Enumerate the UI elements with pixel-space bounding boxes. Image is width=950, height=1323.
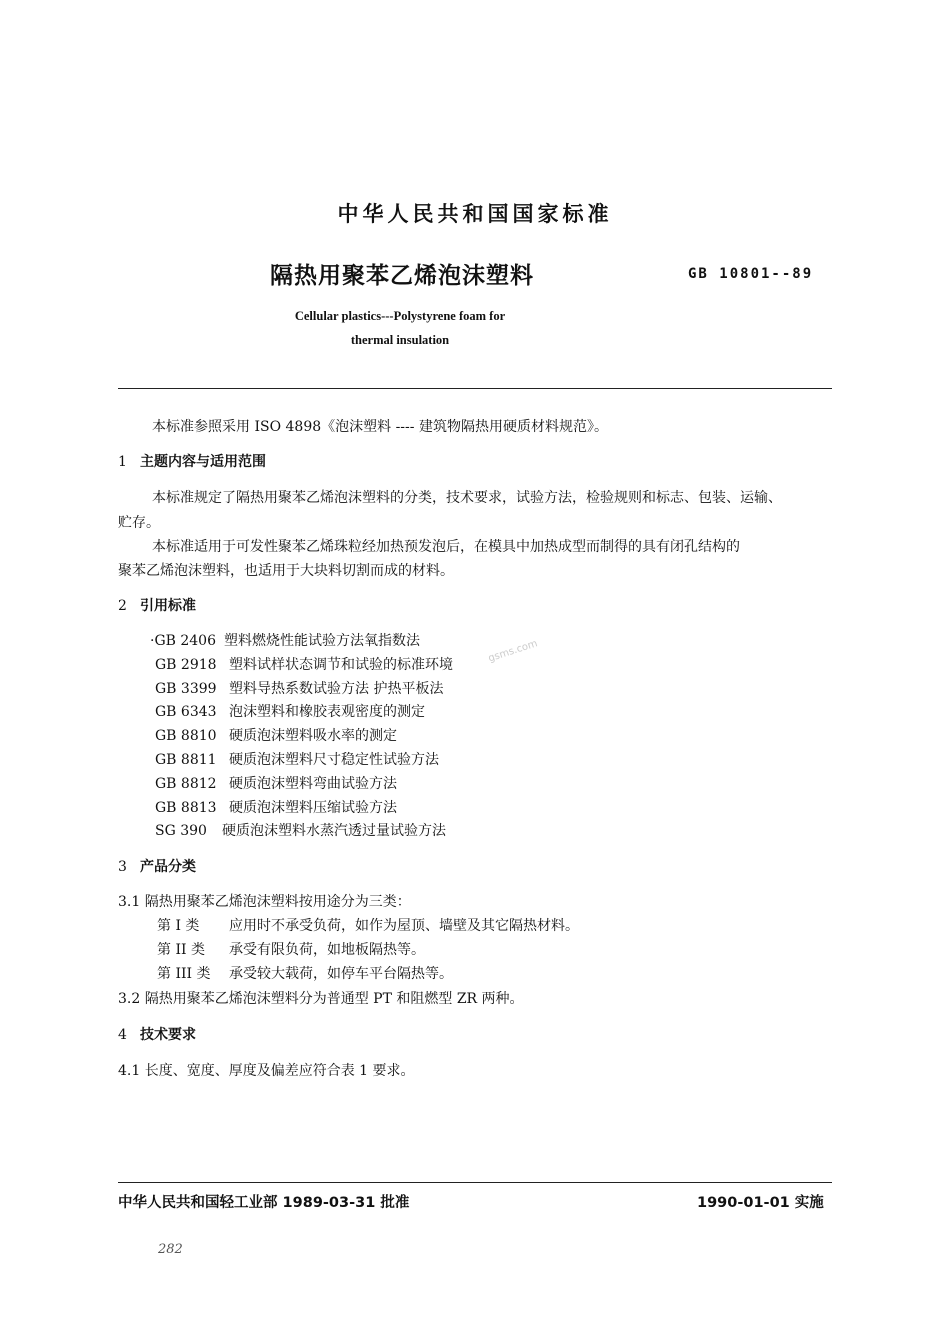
- class-label: 第 II 类: [157, 942, 205, 958]
- clause-3-2: 3.2 隔热用聚苯乙烯泡沫塑料分为普通型 PT 和阻燃型 ZR 两种。: [118, 991, 524, 1007]
- section-title: 主题内容与适用范围: [140, 454, 266, 470]
- reference-title: 硬质泡沫塑料压缩试验方法: [229, 800, 397, 816]
- reference-item: [155, 678, 443, 698]
- reference-item: [155, 797, 397, 817]
- section-number: 1: [118, 454, 127, 470]
- watermark: gsms.com: [487, 638, 539, 665]
- class-item: [157, 939, 425, 959]
- clause-3-1: 3.1 隔热用聚苯乙烯泡沫塑料按用途分为三类：: [118, 894, 411, 910]
- implementation-date: 1990-01-01 实施: [697, 1195, 824, 1211]
- english-title-line2: thermal insulation: [350, 333, 450, 347]
- reference-code: ·GB 2406: [150, 633, 217, 649]
- reference-code: GB 8810: [155, 728, 217, 744]
- section-1-paragraph-1-line-1: 本标准规定了隔热用聚苯乙烯泡沫塑料的分类，技术要求，试验方法，检验规则和标志、包装、运输、: [152, 490, 782, 506]
- section-3-heading: [118, 856, 196, 876]
- reference-title: 硬质泡沫塑料弯曲试验方法: [229, 776, 397, 792]
- reference-code: SG 390: [155, 823, 207, 839]
- english-title-line1: Cellular plastics---Polystyrene foam for: [294, 309, 506, 323]
- reference-code: GB 8812: [155, 776, 217, 792]
- class-item: [157, 963, 453, 983]
- reference-item: [155, 701, 425, 721]
- section-4-heading: [118, 1024, 196, 1044]
- reference-title: 塑料燃烧性能试验方法氧指数法: [224, 633, 420, 649]
- header-divider: [118, 388, 832, 389]
- class-text: 承受较大载荷，如停车平台隔热等。: [229, 966, 453, 982]
- standard-code: GB 10801--89: [688, 266, 814, 282]
- reference-title: 硬质泡沫塑料尺寸稳定性试验方法: [229, 752, 439, 768]
- intro-paragraph: 本标准参照采用 ISO 4898《泡沫塑料 ---- 建筑物隔热用硬质材料规范》。: [152, 419, 608, 435]
- reference-code: GB 8813: [155, 800, 217, 816]
- class-item: [157, 915, 579, 935]
- section-title: 产品分类: [140, 859, 196, 875]
- section-1-paragraph-2-line-1: 本标准适用于可发性聚苯乙烯珠粒经加热预发泡后，在模具中加热成型而制得的具有闭孔结构的: [152, 539, 740, 555]
- class-label: 第 I 类: [157, 918, 200, 934]
- approval-line: 中华人民共和国轻工业部 1989-03-31 批准: [118, 1195, 410, 1211]
- reference-title: 硬质泡沫塑料水蒸汽透过量试验方法: [222, 823, 446, 839]
- reference-item: [155, 654, 453, 674]
- reference-title: 塑料试样状态调节和试验的标准环境: [229, 657, 453, 673]
- section-title: 引用标准: [140, 598, 196, 614]
- section-number: 2: [118, 598, 127, 614]
- section-2-heading: [118, 595, 196, 615]
- page-number: 282: [158, 1242, 183, 1257]
- national-standard-heading: 中华人民共和国国家标准: [337, 202, 613, 226]
- section-1-paragraph-2-line-2: 聚苯乙烯泡沫塑料，也适用于大块料切割而成的材料。: [118, 563, 454, 579]
- class-text: 承受有限负荷，如地板隔热等。: [229, 942, 425, 958]
- reference-code: GB 3399: [155, 681, 217, 697]
- class-text: 应用时不承受负荷，如作为屋顶、墙壁及其它隔热材料。: [229, 918, 579, 934]
- reference-item: [155, 773, 397, 793]
- reference-title: 硬质泡沫塑料吸水率的测定: [229, 728, 397, 744]
- reference-item: [155, 820, 446, 840]
- reference-item: [150, 630, 420, 650]
- footer-divider: [118, 1182, 832, 1183]
- reference-title: 泡沫塑料和橡胶表观密度的测定: [229, 704, 425, 720]
- section-number: 4: [118, 1027, 127, 1043]
- document-title: 隔热用聚苯乙烯泡沫塑料: [270, 263, 534, 289]
- section-title: 技术要求: [140, 1027, 196, 1043]
- reference-item: [155, 749, 439, 769]
- reference-code: GB 8811: [155, 752, 217, 768]
- clause-4-1: 4.1 长度、宽度、厚度及偏差应符合表 1 要求。: [118, 1063, 415, 1079]
- class-label: 第 III 类: [157, 966, 211, 982]
- section-number: 3: [118, 859, 127, 875]
- reference-code: GB 6343: [155, 704, 217, 720]
- reference-title: 塑料导热系数试验方法 护热平板法: [229, 681, 444, 697]
- reference-code: GB 2918: [155, 657, 217, 673]
- section-1-heading: [118, 451, 266, 471]
- section-1-paragraph-1-line-2: 贮存。: [118, 515, 160, 531]
- reference-item: [155, 725, 397, 745]
